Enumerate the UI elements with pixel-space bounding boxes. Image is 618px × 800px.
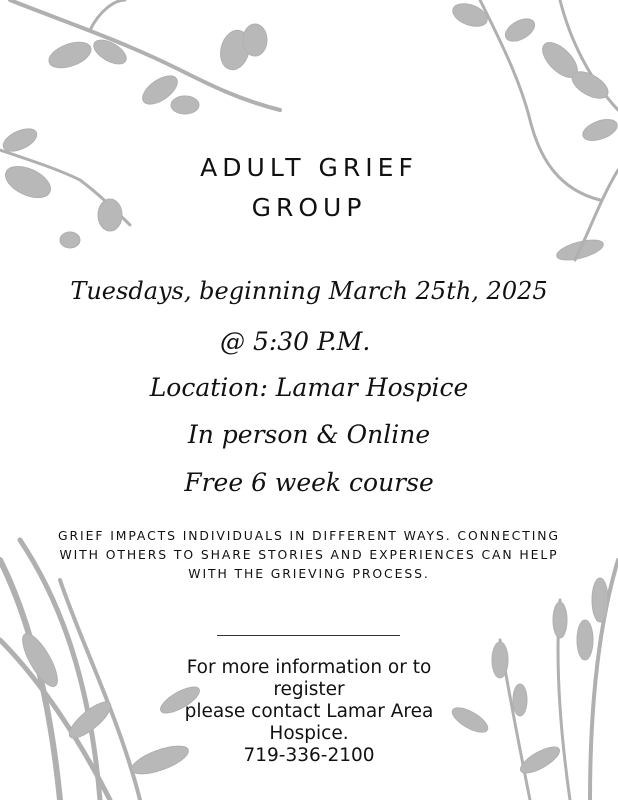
contact-line-3: please contact Lamar Area <box>184 701 434 722</box>
location-text: Location: Lamar Hospice <box>149 373 469 402</box>
contact-line-2: register <box>273 679 345 700</box>
contact-line-1: For more information or to <box>186 657 432 678</box>
title-line-1: ADULT GRIEF <box>200 153 418 182</box>
contact-line-4: Hospice. <box>269 723 349 744</box>
contact-block <box>140 657 478 767</box>
course-text: Free 6 week course <box>184 468 434 497</box>
format-text: In person & Online <box>187 420 431 449</box>
schedule-text: Tuesdays, beginning March 25th, 2025 <box>70 277 548 305</box>
description-paragraph: GRIEF IMPACTS INDIVIDUALS IN DIFFERENT WAYS. CONNECTING WITH OTHERS TO SHARE STORIES AND EXPERIENCES CAN HELP WITH THE GRIEVING PROCESS. <box>58 528 560 581</box>
title-line-2: GROUP <box>251 193 367 222</box>
phone-number: 719-336-2100 <box>243 745 375 766</box>
divider-line <box>217 635 400 636</box>
time-text: @ 5:30 P.M. <box>220 327 371 356</box>
